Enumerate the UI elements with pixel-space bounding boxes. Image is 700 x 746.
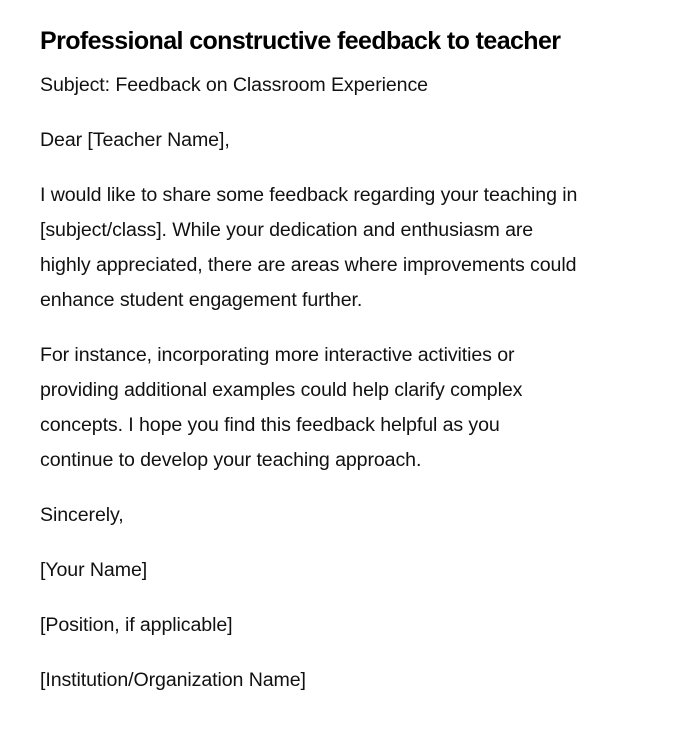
- signature-name: [Your Name]: [40, 559, 148, 581]
- paragraph-line: providing additional examples could help clarify complex: [40, 379, 523, 401]
- paragraph-line: highly appreciated, there are areas where improvements could: [40, 254, 577, 276]
- subject-line: Subject: Feedback on Classroom Experience: [40, 74, 428, 96]
- paragraph-line: concepts. I hope you find this feedback helpful as you: [40, 414, 500, 436]
- paragraph-line: enhance student engagement further.: [40, 289, 363, 311]
- signature-position: [Position, if applicable]: [40, 614, 233, 636]
- body-paragraph-2: [40, 338, 660, 478]
- greeting: Dear [Teacher Name],: [40, 129, 230, 151]
- document-title: Professional constructive feedback to teacher: [40, 27, 561, 55]
- closing: Sincerely,: [40, 504, 124, 526]
- paragraph-line: I would like to share some feedback regarding your teaching in: [40, 184, 578, 206]
- paragraph-line: For instance, incorporating more interactive activities or: [40, 344, 515, 366]
- body-paragraph-1: [40, 178, 660, 318]
- signature-institution: [Institution/Organization Name]: [40, 669, 306, 691]
- paragraph-line: continue to develop your teaching approach.: [40, 449, 422, 471]
- paragraph-line: [subject/class]. While your dedication and enthusiasm are: [40, 219, 534, 241]
